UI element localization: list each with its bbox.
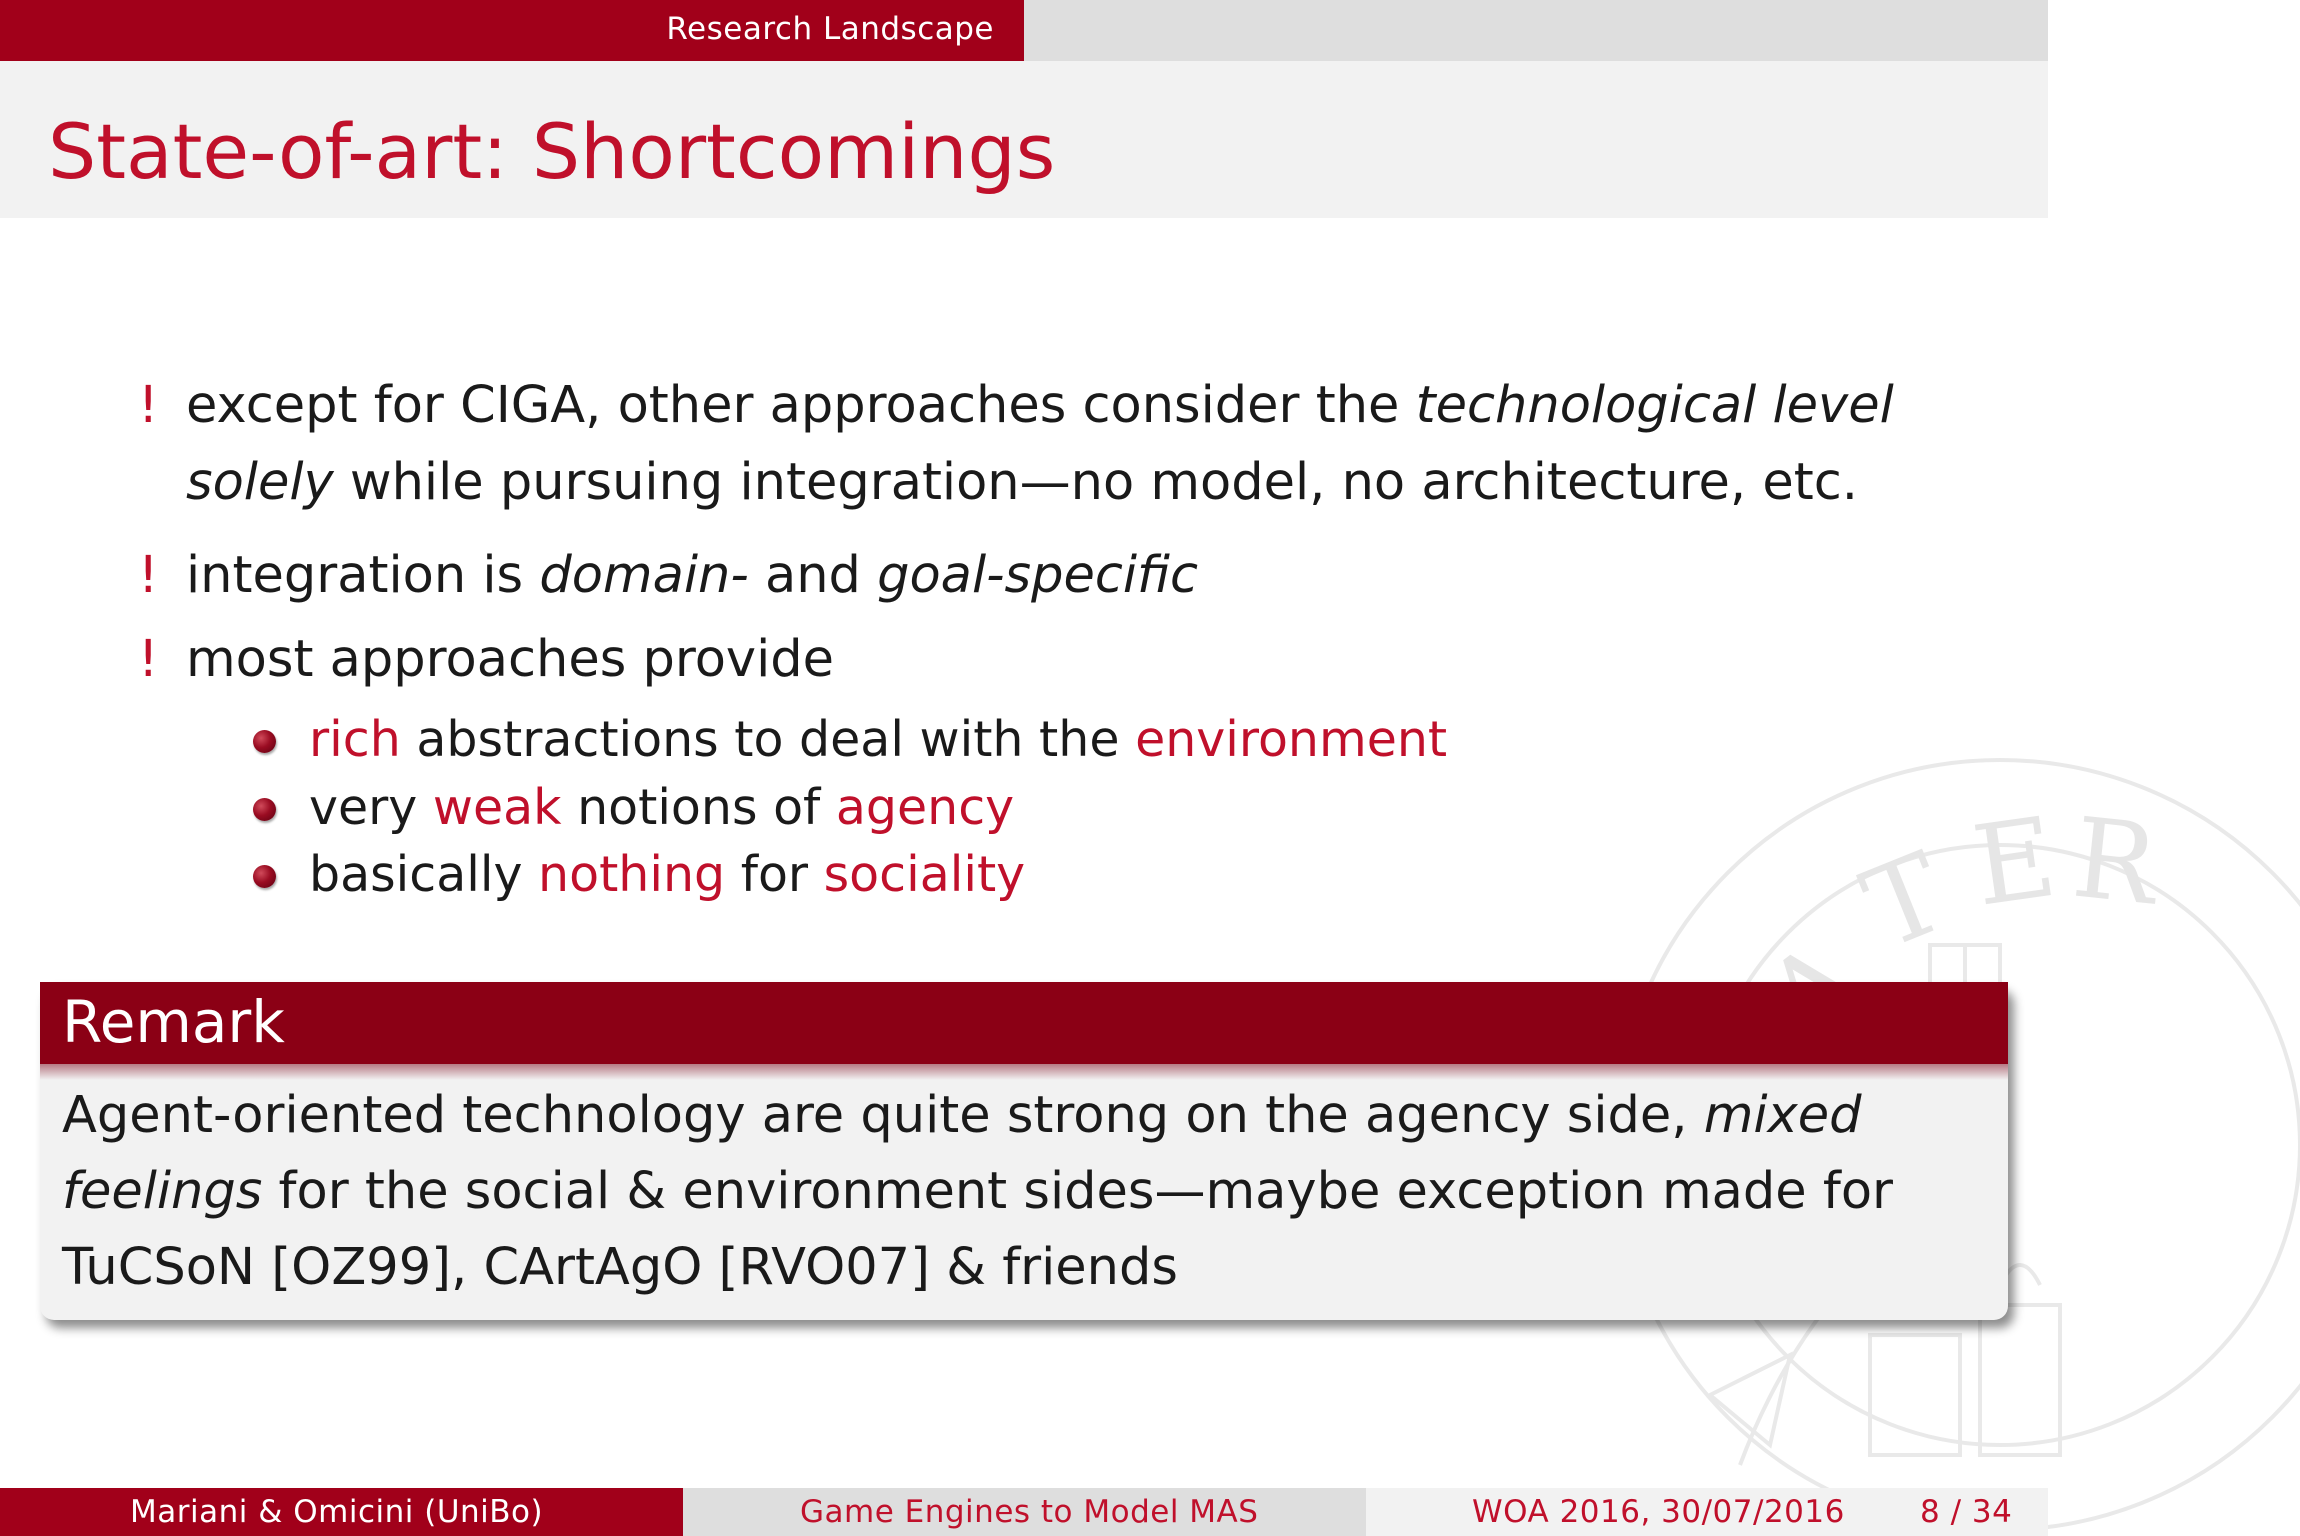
sub-list-item: rich abstractions to deal with the environment	[309, 706, 1447, 774]
footer-talk-title: Game Engines to Model MAS	[800, 1494, 1259, 1530]
sub-list-item: basically nothing for sociality	[309, 841, 1025, 909]
exclamation-marker-icon: !	[138, 630, 159, 689]
svg-text:E: E	[1965, 792, 2064, 931]
footer-authors-box	[0, 1488, 683, 1536]
frame-title: State-of-art: Shortcomings	[48, 107, 1056, 196]
frame-title-band	[0, 61, 2048, 218]
list-item: ! except for CIGA, other approaches consider the technological level	[186, 367, 1894, 444]
list-item: ! most approaches provide	[186, 621, 834, 698]
remark-line: TuCSoN [OZ99], CArtAgO [RVO07] & friends	[62, 1238, 1178, 1297]
remark-line: Agent-oriented technology are quite strong on the agency side, mixed	[62, 1086, 1862, 1145]
footer-venue-date: WOA 2016, 30/07/2016	[1472, 1494, 1845, 1530]
svg-text:T: T	[1846, 827, 1963, 975]
remark-block-title: Remark	[62, 988, 285, 1056]
remark-block	[40, 982, 2008, 1320]
list-item: ! integration is domain- and goal-specific	[186, 537, 1198, 614]
remark-block-body	[62, 1078, 1982, 1306]
remark-line: feelings for the social & environment sides—maybe exception made for	[62, 1162, 1894, 1221]
subsection-nav	[1024, 0, 2048, 61]
section-nav[interactable]	[0, 0, 1024, 61]
bullet-ball-icon	[253, 798, 276, 821]
footer-title-box	[683, 1488, 1366, 1536]
svg-text:R: R	[2067, 793, 2164, 930]
list-item-continuation: solely while pursuing integration—no model, no architecture, etc.	[186, 453, 1858, 512]
exclamation-marker-icon: !	[138, 376, 159, 435]
bullet-ball-icon	[253, 730, 276, 753]
top-navigation-bar	[0, 0, 2048, 61]
footer-bar	[0, 1488, 2048, 1536]
bullet-ball-icon	[253, 865, 276, 888]
footer-page-number: 8 / 34	[1920, 1494, 2013, 1530]
footer-authors: Mariani & Omicini (UniBo)	[130, 1494, 544, 1530]
remark-block-header	[40, 982, 2008, 1064]
exclamation-marker-icon: !	[138, 546, 159, 605]
section-label[interactable]: Research Landscape	[666, 11, 994, 47]
footer-info-box	[1366, 1488, 2048, 1536]
sub-list-item: very weak notions of agency	[309, 774, 1014, 842]
